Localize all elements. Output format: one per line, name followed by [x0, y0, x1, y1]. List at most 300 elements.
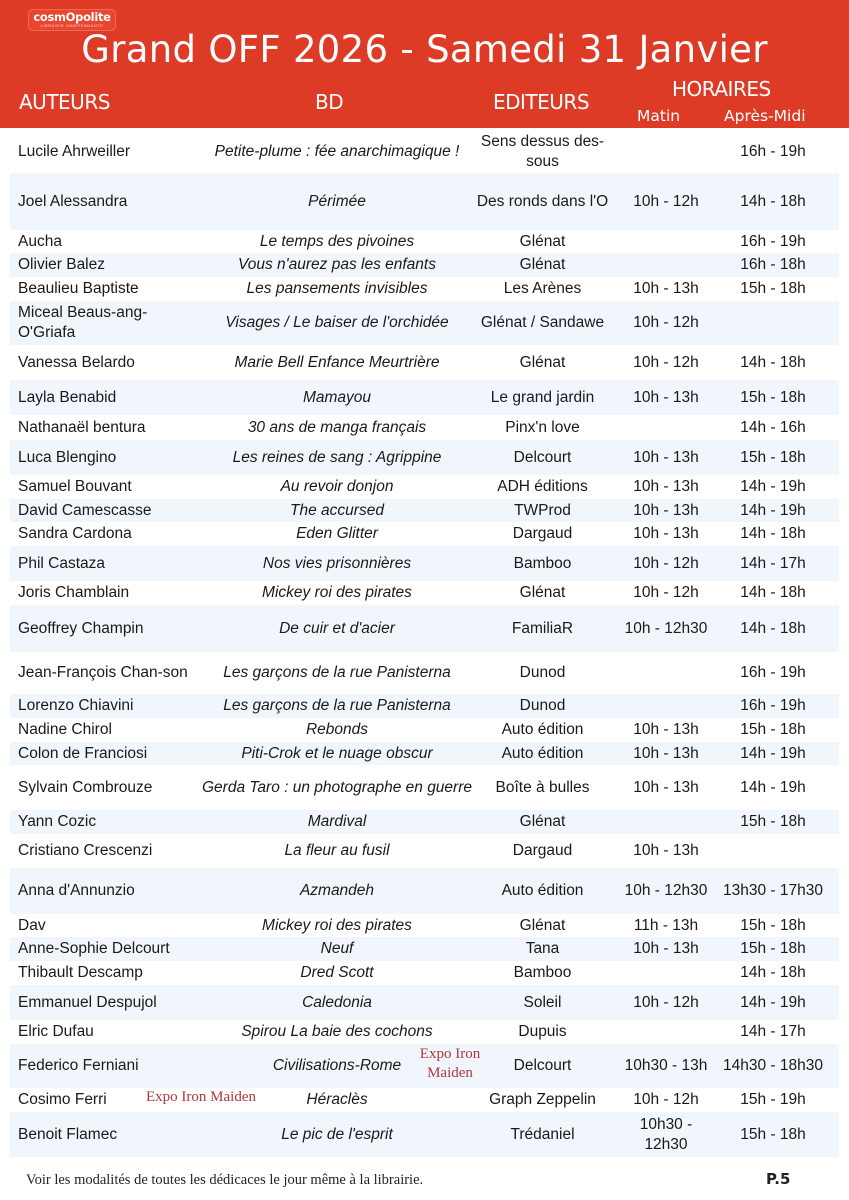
morning-slot-cell [620, 605, 712, 652]
morning-slot-cell [620, 1020, 712, 1044]
author-cell [18, 522, 193, 546]
bd-title-cell [196, 765, 478, 810]
bd-title-cell-text: Périmée [308, 192, 366, 210]
expo-note: Expo Iron Maiden [146, 1089, 256, 1105]
author-cell-text: Sylvain Combrouze [18, 778, 153, 796]
afternoon-slot-cell-text: 14h - 19h [740, 744, 806, 762]
bd-title-cell-text: Marie Bell Enfance Meurtrière [234, 353, 440, 371]
author-cell [18, 440, 193, 475]
morning-slot-cell [620, 1088, 712, 1112]
publisher-cell [470, 546, 615, 581]
author-cell-text: Olivier Balez [18, 256, 105, 273]
afternoon-slot-cell [712, 694, 834, 718]
publisher-cell-text: Glénat [519, 916, 566, 934]
bd-title-cell [196, 718, 478, 742]
author-cell [18, 546, 193, 581]
publisher-cell-text: Soleil [523, 993, 562, 1011]
table-row [10, 742, 839, 765]
bd-title-cell-text: Piti-Crok et le nuage obscur [241, 744, 433, 762]
afternoon-slot-cell [712, 522, 834, 546]
publisher-cell-text: Glénat [519, 353, 566, 371]
morning-slot-cell-text: 10h - 12h30 [624, 882, 708, 899]
table-row [10, 301, 839, 345]
afternoon-slot-cell [712, 868, 834, 914]
bd-title-cell [196, 1112, 478, 1157]
author-cell [18, 277, 193, 301]
author-cell [18, 742, 193, 765]
table-row [10, 380, 839, 415]
bd-title-cell [196, 914, 478, 937]
footer-note: Voir les modalités de toutes les dédicaces le jour même à la librairie. [26, 1172, 424, 1188]
publisher-cell [470, 765, 615, 810]
bd-title-cell [196, 985, 478, 1020]
author-cell-text: Thibault Descamp [18, 964, 143, 981]
bd-title-cell-text: Mamayou [302, 388, 372, 406]
afternoon-slot-cell-text: 14h - 18h [740, 525, 806, 542]
morning-slot-cell [620, 868, 712, 914]
bd-title-cell [196, 834, 478, 868]
afternoon-slot-cell [712, 810, 834, 834]
afternoon-slot-cell-text: 16h - 18h [740, 256, 806, 273]
morning-slot-cell [620, 694, 712, 718]
logo-subtitle: LIBRAIRIE INDÉPENDANTE [40, 23, 104, 28]
bd-title-cell [196, 961, 478, 985]
afternoon-slot-cell [712, 253, 834, 277]
publisher-cell [470, 415, 615, 440]
publisher-cell-text: Glénat [519, 584, 566, 601]
publisher-cell [470, 914, 615, 937]
publisher-cell-text: Auto édition [501, 882, 584, 899]
afternoon-slot-cell-text: 13h30 - 17h30 [723, 882, 823, 899]
publisher-cell [470, 1088, 615, 1112]
afternoon-slot-cell [712, 1088, 834, 1112]
bd-title-cell [196, 380, 478, 415]
afternoon-slot-cell-text: 15h - 18h [740, 448, 806, 466]
bd-title-cell [196, 937, 478, 961]
bd-title-cell [196, 868, 478, 914]
morning-slot-cell [620, 130, 712, 173]
bd-title-cell-text: Eden Glitter [296, 525, 378, 542]
morning-slot-cell [620, 380, 712, 415]
author-cell [18, 694, 193, 718]
afternoon-slot-cell [712, 581, 834, 605]
morning-slot-cell [620, 499, 712, 522]
author-cell-text: Beaulieu Baptiste [18, 280, 139, 297]
morning-slot-cell [620, 581, 712, 605]
publisher-cell [470, 173, 615, 230]
afternoon-slot-cell-text: 14h - 18h [740, 964, 806, 981]
morning-slot-cell [620, 522, 712, 546]
afternoon-slot-cell-text: 15h - 18h [740, 813, 806, 830]
table-row [10, 581, 839, 605]
afternoon-slot-cell-text: 14h - 17h [740, 1023, 806, 1040]
morning-slot-cell [620, 277, 712, 301]
publisher-cell-text: Dargaud [512, 842, 573, 859]
author-cell-text: Miceal Beaus-ang-O'Griafa [18, 304, 148, 341]
author-cell [18, 765, 193, 810]
afternoon-slot-cell [712, 499, 834, 522]
bd-title-cell [196, 499, 478, 522]
author-cell-text: Samuel Bouvant [18, 478, 132, 495]
bd-title-cell-text: Les garçons de la rue Panisterna [223, 697, 451, 714]
bd-title-cell-text: La fleur au fusil [284, 842, 390, 859]
morning-slot-cell-text: 10h - 13h [633, 478, 699, 495]
publisher-cell [470, 652, 615, 694]
morning-slot-cell-text: 10h - 13h [633, 525, 699, 542]
morning-slot-cell-text: 10h - 12h [633, 314, 699, 331]
bd-title-cell-text: Le pic de l'esprit [281, 1125, 393, 1143]
publisher-cell [470, 1112, 615, 1157]
morning-slot-cell [620, 1044, 712, 1088]
afternoon-slot-cell [712, 380, 834, 415]
afternoon-slot-cell [712, 1112, 834, 1157]
author-cell [18, 868, 193, 914]
publisher-cell [470, 961, 615, 985]
bd-title-cell [196, 742, 478, 765]
table-row [10, 277, 839, 301]
bd-title-cell-text: Mickey roi des pirates [262, 584, 412, 601]
publisher-cell [470, 810, 615, 834]
publisher-cell [470, 834, 615, 868]
afternoon-slot-cell [712, 345, 834, 380]
publisher-cell-text: Auto édition [501, 721, 584, 738]
bd-title-cell-text: Le temps des pivoines [259, 232, 415, 250]
publisher-cell-text: Bamboo [513, 964, 572, 981]
afternoon-slot-cell-text: 16h - 19h [740, 664, 806, 681]
author-cell-text: Phil Castaza [18, 554, 106, 572]
afternoon-slot-cell-text: 15h - 18h [740, 280, 806, 297]
morning-slot-cell-text: 10h - 13h [633, 448, 699, 466]
author-cell-text: Jean-François Chan-son [18, 664, 188, 681]
author-cell-text: Cosimo Ferri [18, 1091, 107, 1108]
morning-slot-cell [620, 546, 712, 581]
bd-title-cell-text: Héraclès [306, 1091, 368, 1108]
afternoon-slot-cell-text: 15h - 18h [740, 721, 806, 738]
author-cell [18, 1044, 193, 1088]
publisher-cell-text: Glénat [519, 232, 566, 250]
column-header-publishers: EDITEURS [493, 90, 590, 114]
bd-title-cell [196, 173, 478, 230]
author-cell [18, 810, 193, 834]
morning-slot-cell [620, 765, 712, 810]
morning-slot-cell [620, 173, 712, 230]
publisher-cell [470, 937, 615, 961]
author-cell [18, 834, 193, 868]
publisher-cell-text: Graph Zeppelin [489, 1091, 596, 1108]
publisher-cell-text: Les Arènes [503, 280, 582, 297]
morning-slot-cell [620, 230, 712, 253]
table-row [10, 440, 839, 475]
afternoon-slot-cell [712, 1020, 834, 1044]
publisher-cell [470, 1020, 615, 1044]
morning-slot-cell-text: 11h - 13h [633, 916, 699, 934]
author-cell-text: Emmanuel Despujol [18, 993, 157, 1011]
bd-title-cell-text: Nos vies prisonnières [262, 554, 412, 572]
afternoon-slot-cell-text: 15h - 18h [740, 940, 806, 957]
afternoon-slot-cell [712, 230, 834, 253]
table-row [10, 230, 839, 253]
publisher-cell-text: Delcourt [513, 448, 572, 466]
author-cell-text: Joris Chamblain [18, 584, 130, 601]
column-header-afternoon: Après-Midi [724, 107, 806, 125]
bd-title-cell [196, 253, 478, 277]
column-header-morning: Matin [637, 107, 681, 125]
morning-slot-cell-text: 10h - 12h [633, 993, 699, 1011]
bd-title-cell-text: De cuir et d'acier [279, 619, 395, 637]
bd-title-cell-text: Azmandeh [299, 882, 375, 899]
author-cell-text: Lorenzo Chiavini [18, 697, 134, 714]
afternoon-slot-cell-text: 16h - 19h [740, 142, 806, 160]
bd-title-cell [196, 522, 478, 546]
morning-slot-cell-text: 10h - 13h [633, 778, 699, 796]
bd-title-cell-text: Vous n'aurez pas les enfants [238, 256, 436, 273]
bd-title-cell-text: Les pansements invisibles [246, 280, 428, 297]
author-cell-text: David Camescasse [18, 501, 152, 519]
morning-slot-cell-text: 10h - 13h [633, 501, 699, 519]
bd-title-cell-text: Petite-plume : fée anarchimagique ! [214, 142, 460, 160]
author-cell-text: Lucile Ahrweiller [18, 142, 130, 160]
bd-title-cell [196, 345, 478, 380]
morning-slot-cell [620, 345, 712, 380]
bd-title-cell-text: Neuf [320, 940, 354, 957]
publisher-cell [470, 475, 615, 499]
afternoon-slot-cell-text: 14h - 19h [740, 501, 806, 519]
afternoon-slot-cell [712, 834, 834, 868]
morning-slot-cell [620, 718, 712, 742]
afternoon-slot-cell-text: 14h - 17h [740, 554, 806, 572]
publisher-cell [470, 499, 615, 522]
publisher-cell [470, 440, 615, 475]
table-row [10, 415, 839, 440]
afternoon-slot-cell [712, 652, 834, 694]
author-cell [18, 301, 193, 345]
publisher-cell-text: Pinx'n love [505, 418, 580, 436]
bd-title-cell [196, 810, 478, 834]
morning-slot-cell [620, 1112, 712, 1157]
table-row [10, 868, 839, 914]
bd-title-cell [196, 605, 478, 652]
afternoon-slot-cell [712, 301, 834, 345]
publisher-cell [470, 605, 615, 652]
afternoon-slot-cell-text: 14h30 - 18h30 [723, 1057, 823, 1074]
publisher-cell-text: Tana [525, 940, 560, 957]
morning-slot-cell [620, 985, 712, 1020]
afternoon-slot-cell [712, 440, 834, 475]
publisher-cell [470, 130, 615, 173]
table-row [10, 765, 839, 810]
table-row [10, 130, 839, 173]
author-cell [18, 1020, 193, 1044]
morning-slot-cell-text: 10h - 12h30 [624, 619, 708, 637]
author-cell [18, 475, 193, 499]
table-row [10, 834, 839, 868]
author-cell [18, 961, 193, 985]
afternoon-slot-cell [712, 605, 834, 652]
bd-title-cell [196, 415, 478, 440]
bd-title-cell-text: Spirou La baie des cochons [241, 1023, 433, 1040]
publisher-cell-text: Le grand jardin [490, 388, 595, 406]
author-cell [18, 914, 193, 937]
publisher-cell-text: Dunod [519, 664, 566, 681]
bd-title-cell [196, 652, 478, 694]
table-row [10, 173, 839, 230]
afternoon-slot-cell [712, 742, 834, 765]
author-cell [18, 499, 193, 522]
author-cell-text: Colon de Franciosi [18, 744, 148, 762]
afternoon-slot-cell [712, 173, 834, 230]
page-number: P.5 [766, 1170, 791, 1188]
table-row [10, 1088, 839, 1112]
table-row [10, 499, 839, 522]
publisher-cell-text: FamiliaR [511, 619, 574, 637]
publisher-cell [470, 694, 615, 718]
publisher-cell-text: Boîte à bulles [495, 778, 590, 796]
morning-slot-cell-text: 10h - 13h [633, 940, 699, 957]
author-cell-text: Aucha [18, 232, 62, 250]
table-row [10, 718, 839, 742]
morning-slot-cell [620, 742, 712, 765]
morning-slot-cell-text: 10h - 12h [633, 554, 699, 572]
afternoon-slot-cell-text: 16h - 19h [740, 232, 806, 250]
author-cell-text: Geoffrey Champin [18, 619, 144, 637]
afternoon-slot-cell-text: 14h - 19h [740, 993, 806, 1011]
author-cell [18, 173, 193, 230]
morning-slot-cell-text: 10h - 13h [633, 744, 699, 762]
author-cell-text: Cristiano Crescenzi [18, 842, 153, 859]
afternoon-slot-cell [712, 961, 834, 985]
afternoon-slot-cell-text: 14h - 19h [740, 778, 806, 796]
publisher-cell-text: TWProd [514, 501, 571, 519]
author-cell-text: Nadine Chirol [18, 721, 112, 738]
author-cell [18, 718, 193, 742]
afternoon-slot-cell-text: 15h - 18h [740, 916, 806, 934]
bd-title-cell-text: Mickey roi des pirates [262, 916, 412, 934]
publisher-cell-text: Sens dessus des-sous [480, 132, 605, 170]
author-cell [18, 605, 193, 652]
morning-slot-cell [620, 961, 712, 985]
publisher-cell [470, 718, 615, 742]
author-cell [18, 1112, 193, 1157]
table-row [10, 1112, 839, 1157]
afternoon-slot-cell-text: 14h - 19h [740, 478, 806, 495]
publisher-cell [470, 522, 615, 546]
author-cell [18, 345, 193, 380]
publisher-cell-text: Dunod [519, 697, 566, 714]
publisher-cell-text: Glénat [519, 256, 566, 273]
afternoon-slot-cell-text: 15h - 18h [740, 388, 806, 406]
bd-title-cell-text: Rebonds [305, 721, 369, 738]
morning-slot-cell-text: 10h - 13h [633, 280, 699, 297]
morning-slot-cell [620, 301, 712, 345]
morning-slot-cell [620, 937, 712, 961]
table-row [10, 810, 839, 834]
bd-title-cell-text: The accursed [290, 501, 384, 519]
bd-title-cell [196, 130, 478, 173]
publisher-cell-text: Bamboo [513, 554, 572, 572]
bd-title-cell-text: Civilisations-Rome [272, 1057, 402, 1074]
author-cell [18, 985, 193, 1020]
table-row [10, 937, 839, 961]
publisher-cell [470, 345, 615, 380]
publisher-cell-text: Trédaniel [510, 1125, 575, 1143]
morning-slot-cell [620, 415, 712, 440]
publisher-cell-text: Auto édition [501, 744, 584, 762]
table-row [10, 475, 839, 499]
table-row [10, 605, 839, 652]
author-cell [18, 230, 193, 253]
afternoon-slot-cell [712, 415, 834, 440]
publisher-cell-text: Glénat [519, 813, 566, 830]
morning-slot-cell-text: 10h - 13h [633, 842, 699, 859]
author-cell-text: Anne-Sophie Delcourt [18, 940, 170, 957]
publisher-cell [470, 253, 615, 277]
author-cell [18, 581, 193, 605]
header-banner [0, 0, 849, 128]
morning-slot-cell-text: 10h - 13h [633, 721, 699, 738]
bd-title-cell-text: Gerda Taro : un photographe en guerre [201, 778, 472, 796]
afternoon-slot-cell-text: 14h - 18h [740, 192, 806, 210]
bd-title-cell [196, 1020, 478, 1044]
table-row [10, 1020, 839, 1044]
logo-text: cosmOpolite [33, 10, 111, 24]
afternoon-slot-cell-text: 14h - 18h [740, 619, 806, 637]
author-cell-text: Luca Blengino [18, 448, 117, 466]
publisher-cell [470, 985, 615, 1020]
bd-title-cell-text: Caledonia [302, 993, 372, 1011]
afternoon-slot-cell [712, 546, 834, 581]
morning-slot-cell-text: 10h - 12h [633, 192, 699, 210]
bd-title-cell [196, 694, 478, 718]
morning-slot-cell-text: 10h30 - 12h30 [639, 1115, 693, 1153]
publisher-cell-text: Dupuis [518, 1023, 567, 1040]
bd-title-cell-text: Visages / Le baiser de l'orchidée [225, 314, 449, 331]
morning-slot-cell [620, 652, 712, 694]
author-cell-text: Nathanaël bentura [18, 418, 146, 436]
author-cell [18, 415, 193, 440]
afternoon-slot-cell [712, 985, 834, 1020]
morning-slot-cell [620, 914, 712, 937]
author-cell-text: Federico Ferniani [18, 1057, 139, 1074]
author-cell [18, 652, 193, 694]
author-cell [18, 937, 193, 961]
morning-slot-cell [620, 253, 712, 277]
author-cell-text: Sandra Cardona [18, 525, 132, 542]
table-row [10, 345, 839, 380]
publisher-cell [470, 742, 615, 765]
afternoon-slot-cell [712, 937, 834, 961]
afternoon-slot-cell [712, 1044, 834, 1088]
publisher-cell [470, 277, 615, 301]
morning-slot-cell [620, 440, 712, 475]
publisher-cell [470, 230, 615, 253]
bd-title-cell-text: Au revoir donjon [280, 478, 394, 495]
bd-title-cell-text: Les reines de sang : Agrippine [232, 448, 442, 466]
morning-slot-cell [620, 810, 712, 834]
bd-title-cell-text: 30 ans de manga français [247, 418, 427, 436]
publisher-cell-text: Glénat / Sandawe [480, 314, 605, 331]
publisher-cell-text: ADH éditions [497, 478, 588, 495]
table-row [10, 961, 839, 985]
morning-slot-cell [620, 834, 712, 868]
bd-title-cell [196, 581, 478, 605]
page-title: Grand OFF 2026 - Samedi 31 Janvier [81, 28, 768, 71]
author-cell-text: Layla Benabid [18, 388, 117, 406]
bd-title-cell [196, 301, 478, 345]
author-cell [18, 380, 193, 415]
afternoon-slot-cell [712, 765, 834, 810]
afternoon-slot-cell-text: 14h - 18h [740, 353, 806, 371]
table-row [10, 914, 839, 937]
